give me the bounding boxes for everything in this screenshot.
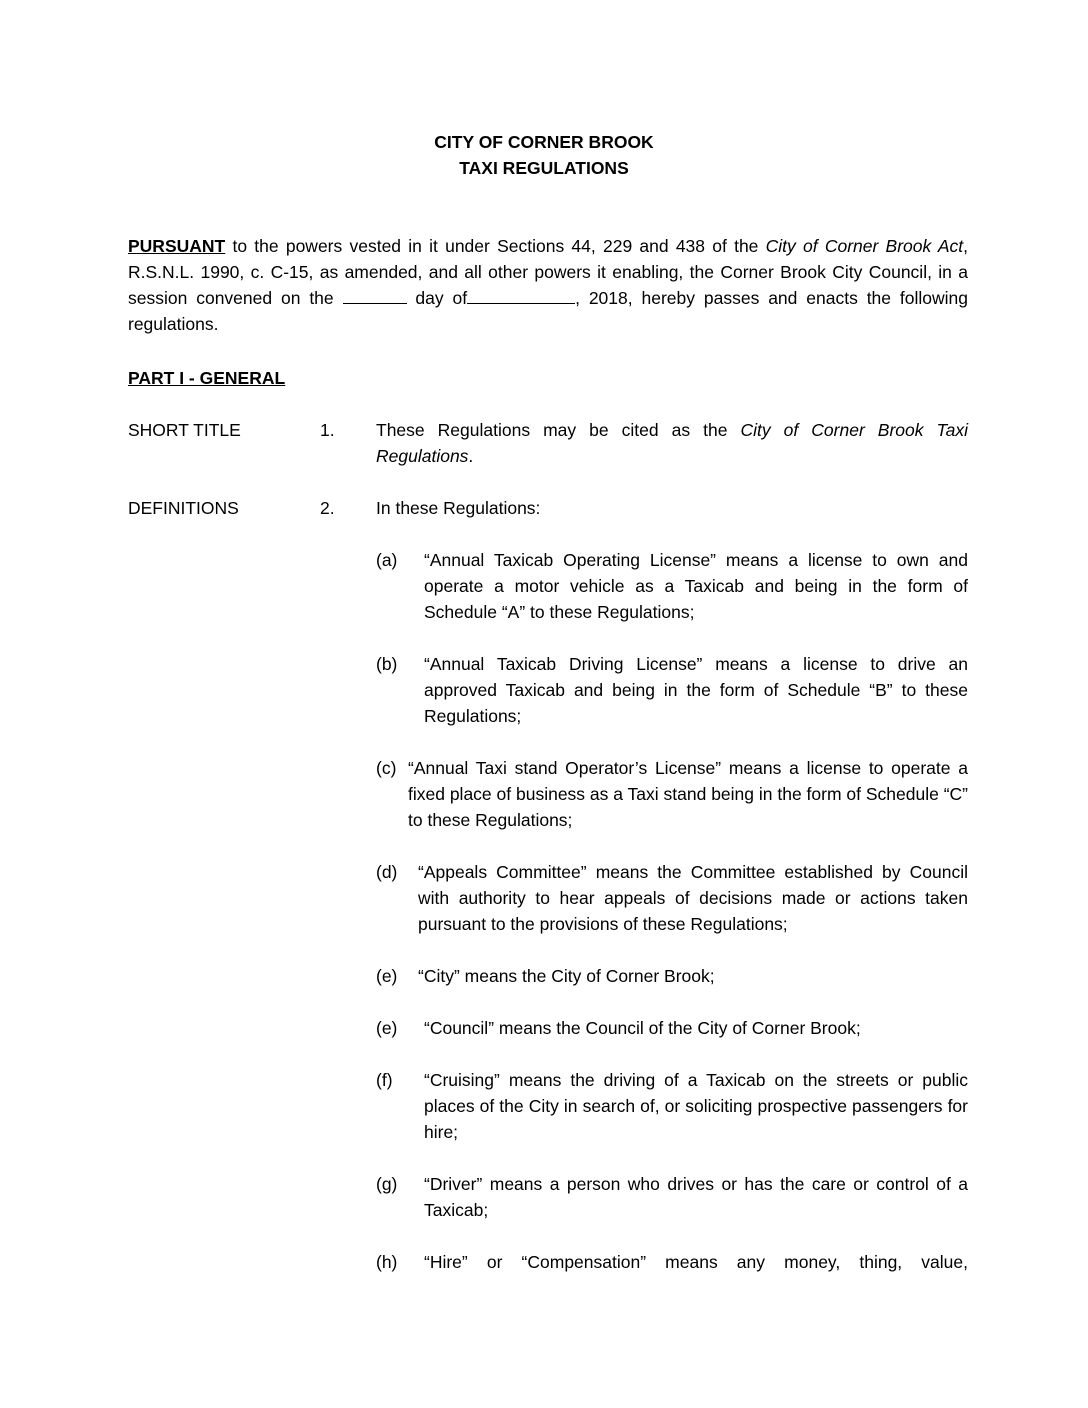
short-title-end: . <box>468 446 474 466</box>
document-title-line-1: CITY OF CORNER BROOK <box>434 132 654 152</box>
section-number-2: 2. <box>320 498 335 518</box>
section-label-short-title: SHORT TITLE <box>128 420 241 440</box>
document-title-line-2: TAXI REGULATIONS <box>459 158 629 178</box>
section-text-short-title <box>376 417 968 469</box>
preamble-text-2: , R.S.N.L. 1990, c. C-15, as amended, and all other powers it enabling, the Corner Brook City Council, in a session convened on the <box>128 236 968 308</box>
definition-letter: (h) <box>376 1252 398 1272</box>
preamble-lead: PURSUANT <box>128 236 226 256</box>
definition-letter: (e) <box>376 966 398 986</box>
definition-text: “Driver” means a person who drives or has the care or control of a Taxicab; <box>424 1174 968 1220</box>
preamble-text-1: to the powers vested in it under Sections 44, 229 and 438 of the <box>225 236 766 256</box>
definition-text: “City” means the City of Corner Brook; <box>418 966 715 986</box>
definition-text: “Annual Taxicab Driving License” means a license to drive an approved Taxicab and being in the form of Schedule “B” to these Regulations; <box>424 654 968 726</box>
definition-letter: (g) <box>376 1174 398 1194</box>
section-number-1: 1. <box>320 420 335 440</box>
preamble-paragraph <box>128 233 968 337</box>
definition-letter: (e) <box>376 1018 398 1038</box>
day-blank <box>343 285 407 304</box>
definition-letter: (f) <box>376 1070 393 1090</box>
short-title-text: These Regulations may be cited as the <box>376 420 741 440</box>
section-label-definitions: DEFINITIONS <box>128 498 239 518</box>
definition-text: “Cruising” means the driving of a Taxicab on the streets or public places of the City in search of, or soliciting prospective passengers for hire; <box>424 1070 968 1142</box>
definition-text: “Appeals Committee” means the Committee established by Council with authority to hear appeals of decisions made or actions taken pursuant to the provisions of these Regulations; <box>418 862 968 934</box>
act-name: City of Corner Brook Act <box>765 236 964 256</box>
month-blank <box>467 285 575 304</box>
short-title-italic: City of Corner Brook Taxi Regulations <box>376 420 968 466</box>
definition-text: “Council” means the Council of the City of Corner Brook; <box>424 1018 861 1038</box>
section-text-definitions: In these Regulations: <box>376 498 541 518</box>
definition-letter: (a) <box>376 550 398 570</box>
preamble-text-3: day of <box>406 288 468 308</box>
definition-letter: (b) <box>376 654 398 674</box>
definition-text: “Hire” or “Compensation” means any money, thing, value, <box>424 1252 968 1272</box>
definition-letter: (d) <box>376 862 398 882</box>
definition-text: “Annual Taxi stand Operator’s License” means a license to operate a fixed place of business as a Taxi stand being in the form of Schedule “C” to these Regulations; <box>408 758 968 830</box>
definition-letter: (c) <box>376 758 397 778</box>
preamble-text-4: , 2018, hereby passes and enacts the following regulations. <box>128 288 968 334</box>
definition-text: “Annual Taxicab Operating License” means a license to own and operate a motor vehicle as a Taxicab and being in the form of Schedule “A” to these Regulations; <box>424 550 968 622</box>
part-heading: PART I - GENERAL <box>128 368 286 388</box>
